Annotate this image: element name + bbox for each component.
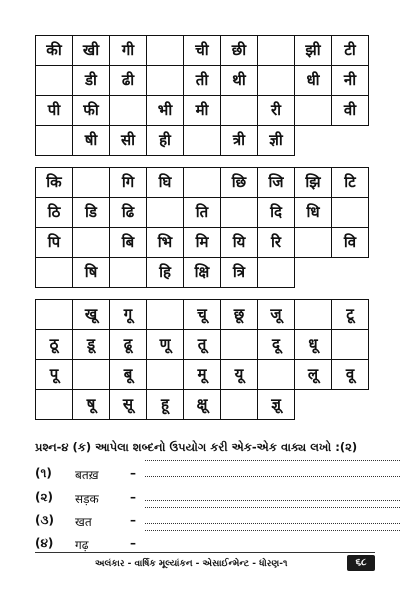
item-dash: –: [130, 466, 136, 480]
writing-line[interactable]: [145, 500, 400, 501]
letter-cell: ढी: [110, 66, 147, 96]
letter-cell: मू: [184, 360, 221, 390]
letter-cell: भि: [147, 228, 184, 258]
item-word: गढ़: [75, 538, 89, 552]
blank-cell[interactable]: [36, 66, 73, 96]
letter-cell: ति: [184, 198, 221, 228]
letter-cell: ढि: [110, 198, 147, 228]
letter-cell: पि: [36, 228, 73, 258]
letter-cell: टी: [332, 36, 369, 66]
letter-grid-uu-matra: [35, 299, 369, 420]
letter-cell: हू: [147, 390, 184, 420]
writing-line[interactable]: [145, 523, 400, 524]
letter-cell: मि: [184, 228, 221, 258]
letter-cell: कि: [36, 168, 73, 198]
letter-cell: डि: [73, 198, 110, 228]
blank-cell[interactable]: [147, 36, 184, 66]
blank-cell[interactable]: [36, 390, 73, 420]
letter-cell: घि: [147, 168, 184, 198]
blank-cell[interactable]: [147, 198, 184, 228]
letter-cell: पू: [36, 360, 73, 390]
letter-cell: ची: [184, 36, 221, 66]
letter-cell: णू: [147, 330, 184, 360]
letter-grid-i-matra: [35, 167, 369, 288]
letter-cell: षी: [73, 126, 110, 156]
blank-cell[interactable]: [221, 330, 258, 360]
item-dash: –: [130, 490, 136, 504]
blank-cell[interactable]: [110, 258, 147, 288]
letter-cell: धी: [295, 66, 332, 96]
blank-cell[interactable]: [36, 126, 73, 156]
item-word: सड़क: [75, 492, 99, 506]
item-word: खत: [75, 515, 92, 529]
letter-cell: धू: [295, 330, 332, 360]
letter-cell: गी: [110, 36, 147, 66]
footer-text: અલંકાર - વાર્ષિક મૂલ્યાંકન - એસાઈન્મેન્ટ - ધોરણ-૧: [95, 559, 288, 569]
letter-grid-ii-matra: [35, 35, 369, 156]
grid-row: [36, 96, 369, 126]
letter-cell: ज्ञू: [258, 390, 295, 420]
letter-cell: क्षू: [184, 390, 221, 420]
item-dash: –: [130, 513, 136, 527]
blank-cell[interactable]: [258, 36, 295, 66]
question-heading: પ્રશ્ન-૪ (ક) આપેલા શબ્દનો ઉપયોગ કરી એક-એક વાક્ય લખો :(૨): [35, 440, 358, 454]
item-number: (૧): [35, 466, 52, 480]
letter-cell: बि: [110, 228, 147, 258]
blank-cell[interactable]: [295, 300, 332, 330]
letter-cell: ही: [147, 126, 184, 156]
grid-row: [36, 258, 369, 288]
letter-cell: भी: [147, 96, 184, 126]
footer-divider: [35, 552, 375, 553]
blank-cell[interactable]: [221, 198, 258, 228]
letter-cell: धि: [295, 198, 332, 228]
grid-row: [36, 300, 369, 330]
letter-cell: यू: [221, 360, 258, 390]
item-number: (૩): [35, 513, 54, 527]
blank-cell[interactable]: [332, 330, 369, 360]
blank-cell[interactable]: [258, 258, 295, 288]
letter-cell: जू: [258, 300, 295, 330]
blank-cell[interactable]: [184, 126, 221, 156]
item-number: (૪): [35, 536, 54, 550]
letter-cell: बू: [110, 360, 147, 390]
letter-cell: ती: [184, 66, 221, 96]
letter-cell: झि: [295, 168, 332, 198]
letter-cell: मी: [184, 96, 221, 126]
letter-cell: लू: [295, 360, 332, 390]
blank-cell[interactable]: [295, 96, 332, 126]
letter-cell: दू: [258, 330, 295, 360]
letter-cell: वी: [332, 96, 369, 126]
blank-cell[interactable]: [110, 96, 147, 126]
blank-cell[interactable]: [36, 258, 73, 288]
letter-cell: फी: [73, 96, 110, 126]
letter-cell: त्रि: [221, 258, 258, 288]
letter-cell: चू: [184, 300, 221, 330]
letter-cell: छी: [221, 36, 258, 66]
letter-cell: त्री: [221, 126, 258, 156]
blank-cell[interactable]: [221, 96, 258, 126]
letter-cell: सू: [110, 390, 147, 420]
grid-row: [36, 36, 369, 66]
letter-cell: क्षि: [184, 258, 221, 288]
letter-cell: गि: [110, 168, 147, 198]
letter-cell: दि: [258, 198, 295, 228]
blank-cell[interactable]: [36, 300, 73, 330]
letter-cell: छि: [221, 168, 258, 198]
letter-cell: छू: [221, 300, 258, 330]
item-dash: –: [130, 536, 136, 550]
grid-row: [36, 390, 369, 420]
blank-cell[interactable]: [184, 168, 221, 198]
letter-cell: षू: [73, 390, 110, 420]
blank-cell[interactable]: [295, 228, 332, 258]
grid-row: [36, 330, 369, 360]
blank-cell[interactable]: [73, 228, 110, 258]
letter-cell: पी: [36, 96, 73, 126]
blank-cell[interactable]: [221, 390, 258, 420]
item-number: (૨): [35, 490, 54, 504]
letter-cell: रि: [258, 228, 295, 258]
letter-cell: ठि: [36, 198, 73, 228]
letter-cell: नी: [332, 66, 369, 96]
letter-cell: की: [36, 36, 73, 66]
grid-row: [36, 168, 369, 198]
letter-cell: यि: [221, 228, 258, 258]
blank-cell[interactable]: [258, 66, 295, 96]
item-word: बतख़: [75, 468, 99, 482]
letter-cell: टू: [332, 300, 369, 330]
letter-cell: ढू: [110, 330, 147, 360]
letter-cell: वू: [332, 360, 369, 390]
blank-cell[interactable]: [147, 300, 184, 330]
letter-cell: ज्ञी: [258, 126, 295, 156]
letter-cell: डी: [73, 66, 110, 96]
grid-row: [36, 228, 369, 258]
letter-cell: तू: [184, 330, 221, 360]
letter-cell: डू: [73, 330, 110, 360]
grid-row: [36, 360, 369, 390]
blank-cell[interactable]: [147, 360, 184, 390]
blank-cell[interactable]: [332, 198, 369, 228]
letter-cell: षि: [73, 258, 110, 288]
writing-line[interactable]: [145, 530, 400, 531]
letter-cell: री: [258, 96, 295, 126]
letter-cell: सी: [110, 126, 147, 156]
writing-line-upper[interactable]: [145, 507, 400, 508]
letter-cell: हि: [147, 258, 184, 288]
blank-cell[interactable]: [73, 360, 110, 390]
grid-row: [36, 66, 369, 96]
page-number-badge: ૬૮: [347, 555, 375, 571]
letter-cell: जि: [258, 168, 295, 198]
blank-cell[interactable]: [73, 168, 110, 198]
letter-cell: गू: [110, 300, 147, 330]
writing-line[interactable]: [145, 476, 400, 477]
letter-cell: झी: [295, 36, 332, 66]
letter-cell: खी: [73, 36, 110, 66]
grid-row: [36, 198, 369, 228]
grid-row: [36, 126, 369, 156]
letter-cell: ठू: [36, 330, 73, 360]
blank-cell[interactable]: [258, 360, 295, 390]
letter-cell: खू: [73, 300, 110, 330]
writing-line-upper[interactable]: [145, 460, 400, 461]
letter-cell: टि: [332, 168, 369, 198]
letter-cell: थी: [221, 66, 258, 96]
letter-cell: वि: [332, 228, 369, 258]
blank-cell[interactable]: [147, 66, 184, 96]
